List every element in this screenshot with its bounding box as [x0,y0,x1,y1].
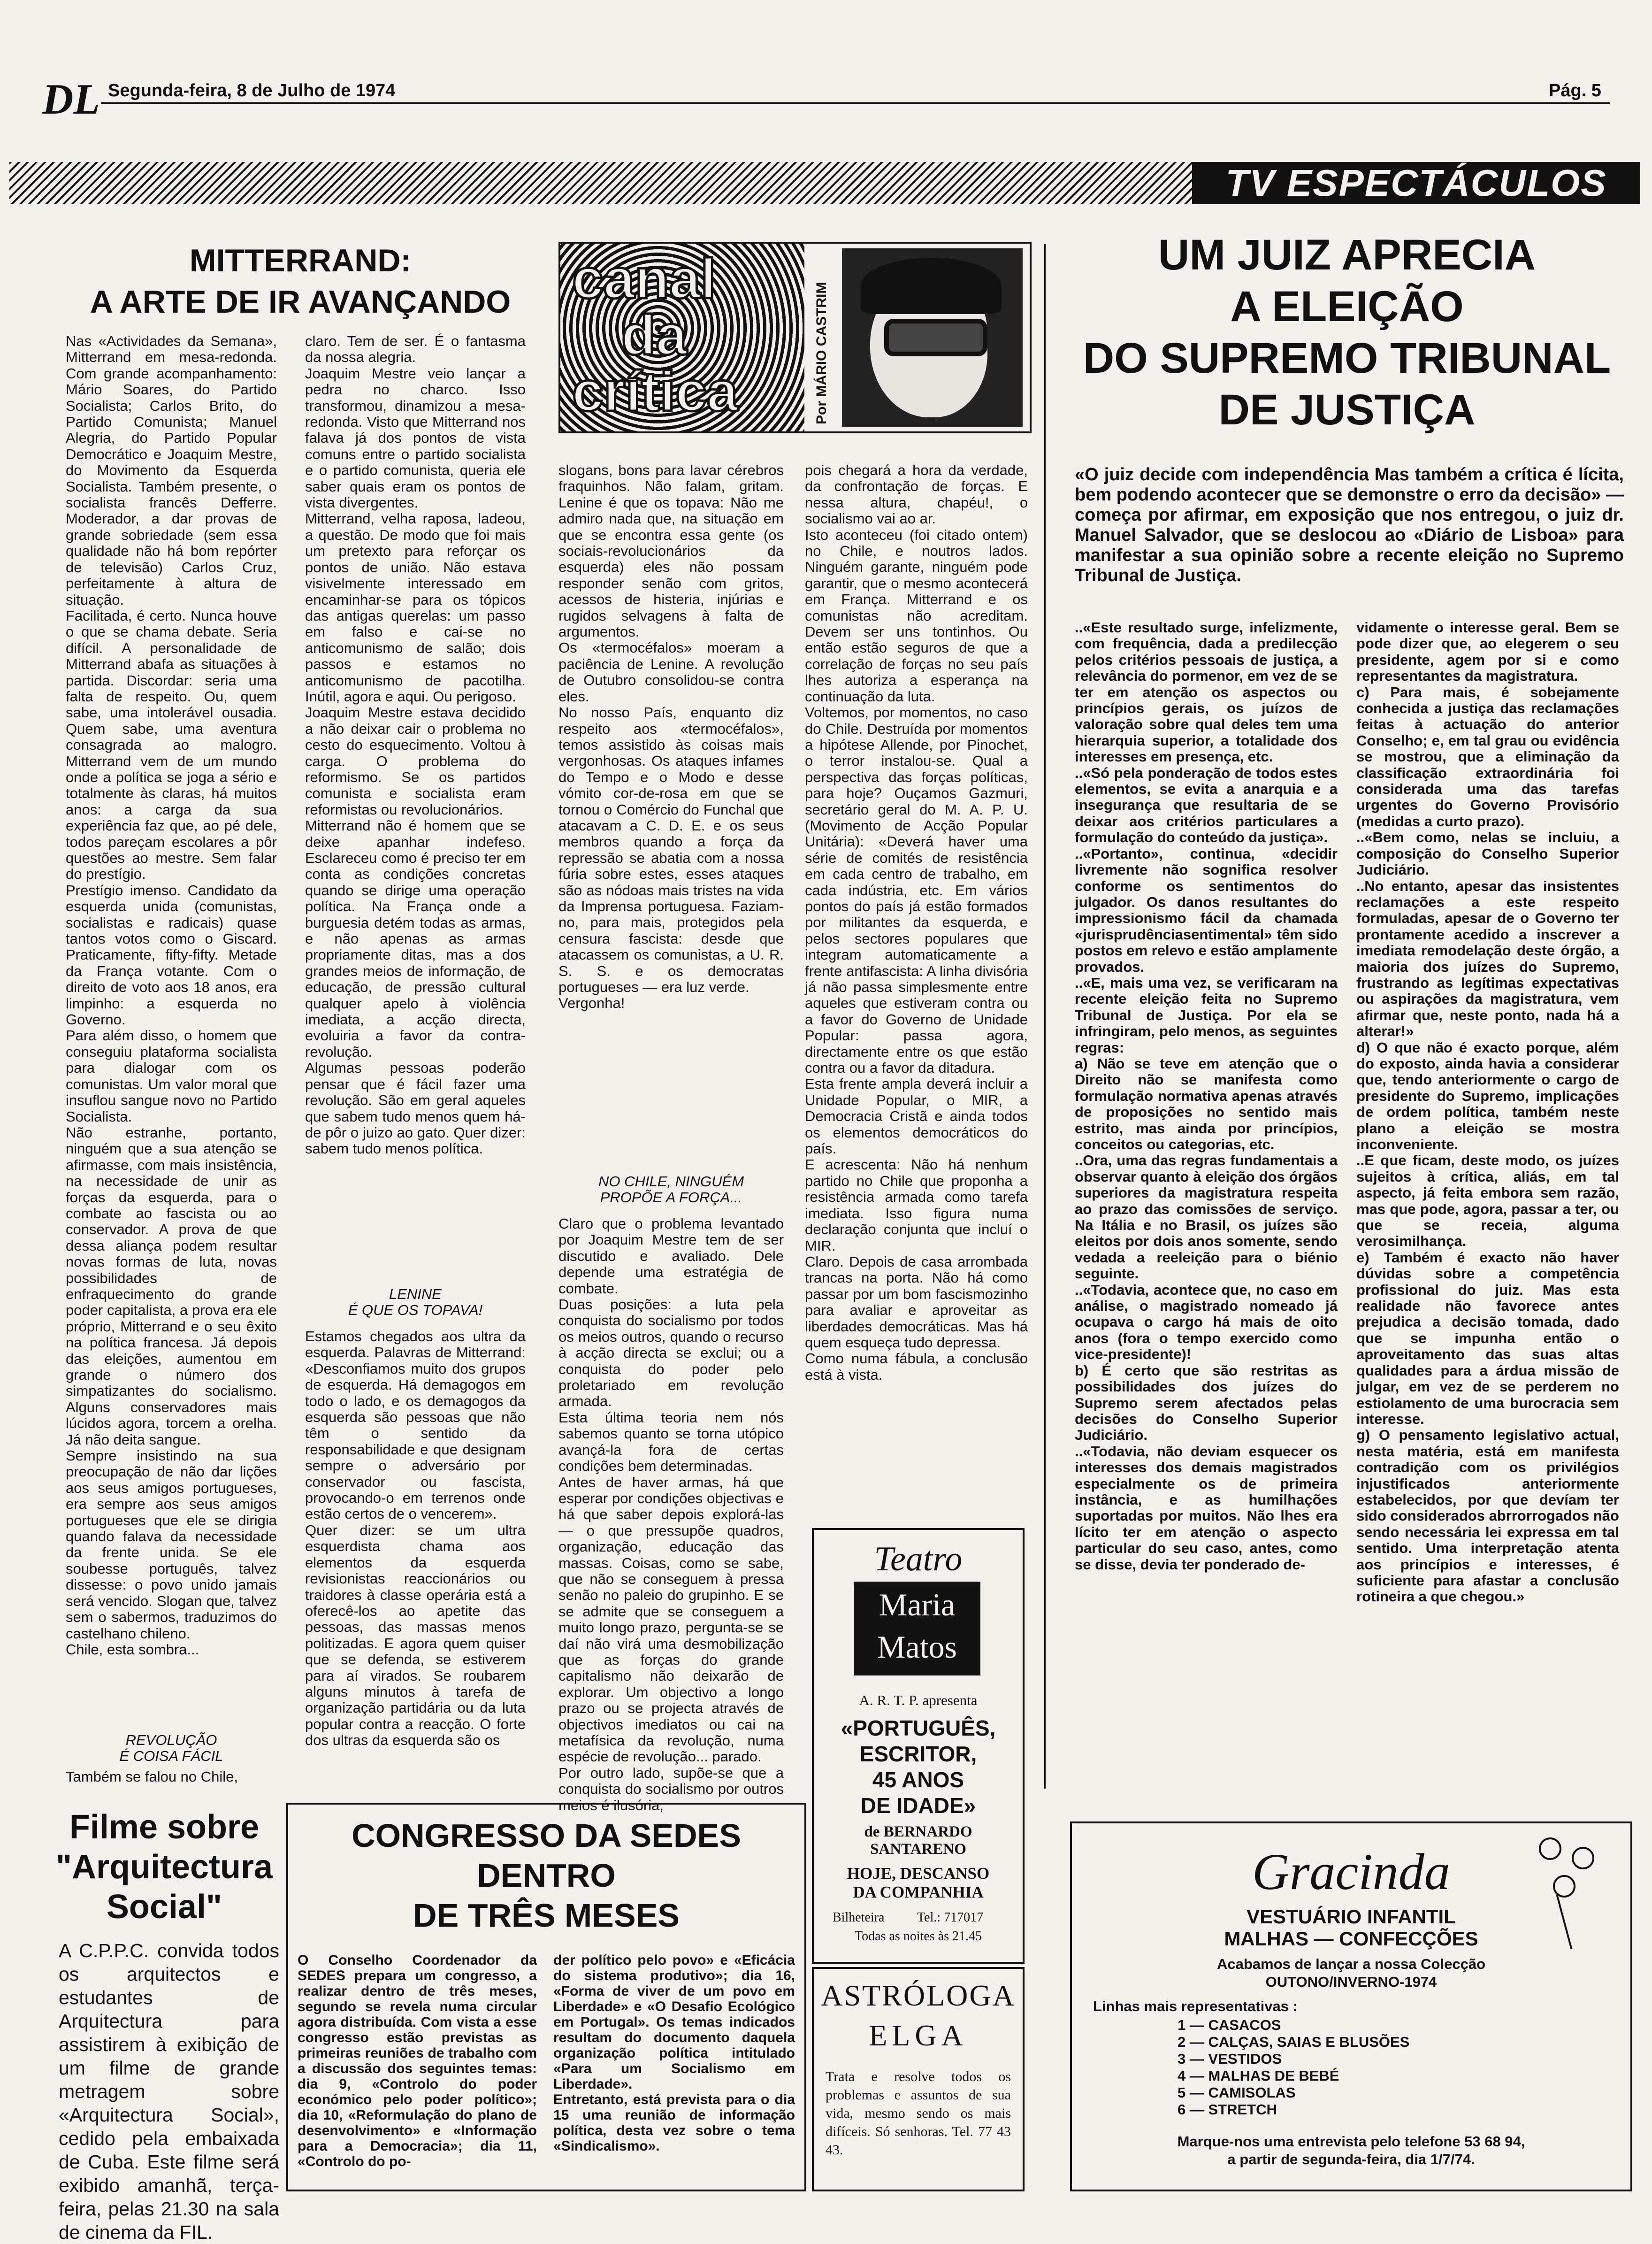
gracinda-brand: Gracinda [1252,1843,1450,1900]
gracinda-list-item: 3 — VESTIDOS [1178,2051,1282,2067]
gracinda-list-item: 5 — CAMISOLAS [1178,2084,1296,2101]
gracinda-ad [1070,1821,1632,2191]
teatro-play-line1: «PORTUGUÊS, [841,1716,996,1740]
filme-box [47,1803,282,2243]
canal-title-line1: canal [572,247,716,310]
juiz-title-line2: A ELEIÇÃO [1230,283,1464,330]
sedes-col1: O Conselho Coordenador da SEDES prepara um congresso, a realizar dentro de três meses, segundo se revela numa circular agora distribuída. Com vista a esse congresso estão previstas as primeiras reuniões de trabalho com a discussão dos seguintes temas: dia 9, «Controlo do poder económico pelo poder político»; dia 10, «Reformulação do plano de desenvolvimento» e «Informação para a Democracia»; dia 11, «Controlo do po- [298,1952,537,2169]
teatro-play-line4: DE IDADE» [860,1793,976,1818]
mitterrand-title-line2: A ARTE DE IR AVANÇANDO [90,284,511,320]
mitterrand-col2-subhead: LENINE É QUE OS TOPAVA! [348,1286,483,1318]
gracinda-footer-line2: a partir de segunda-feira, dia 1/7/74. [1227,2151,1475,2167]
gracinda-list-item: 6 — STRETCH [1178,2101,1277,2118]
juiz-lead: «O juiz decide com independência Mas também a crítica é lícita, bem podendo acontecer que se demonstre o erro da decisão» — começa por afirmar, em exposição que nos entregou, o juiz dr. Manuel Salvador, que se deslocou ao «Diário de Lisboa» para manifestar a sua opinião sobre a recente eleição no Supremo Tribunal de Justiça. [1075,465,1624,585]
section-banner [1192,162,1640,204]
astrologa-title-line2: ELGA [869,2019,968,2052]
newspaper-logo: DL [42,75,100,123]
mitterrand-col3-tail: Claro que o problema levantado por Joaquim Mestre tem de ser discutido e avaliado. Dele depende uma estratégia de combate. Duas posições: a luta pela conquista do socialismo por todos os meios outros, quando o recurso à acção directa se exclui; ou a conquista do poder pelo proletariado em revolução armada. Esta última teoria nem nós sabemos quanto se torna utópico avançá-la fora de certas condições bem determinadas. Antes de haver armas, há que esperar por condições objectivas e há que saber depois explorá-las — o que pressupõe quadros, organização, educação das massas. Coisas, como se sabe, que não se conseguem à pressa senão no paleio do grupinho. E se se admite que se conseguem a muito longo prazo, pergunta-se se daí não virá uma desmobilização que as forças do grande capitalismo não deixarão de explorar. Um objectivo a longo prazo ou se projecta através de objectivos imediatos ou cai na metafísica da revolução, numa espécie de revolução... parado. Por outro lado, supõe-se que a conquista do socialismo por outros meios é ilusória, [558,1215,784,1814]
sedes-title-line1: CONGRESSO DA SEDES [352,1817,741,1854]
teatro-hours: Todas as noites às 21.45 [854,1929,982,1944]
canal-title-line3: crítica [572,360,738,423]
juiz-title-line3: DO SUPREMO TRIBUNAL [1083,334,1611,382]
sedes-title-line2: DENTRO [477,1857,616,1894]
column-rule [1044,244,1046,1789]
filme-body: A C.P.P.C. convida todos os arquitectos e estudantes de Arquitectura para assistirem à exibição de um filme de grande metragem sobre «Arquitectura Social», cedido pela embaixada de Cuba. Este filme será exibido amanhã, terça-feira, pelas 21.30 na sala de cinema da FIL. [59,1940,279,2243]
teatro-play-line2: ESCRITOR, [859,1742,977,1766]
gracinda-list-item: 4 — MALHAS DE BEBÉ [1178,2067,1339,2084]
mitterrand-col1-subhead: REVOLUÇÃO É COISA FÁCIL [119,1732,223,1764]
gracinda-list-item: 1 — CASACOS [1178,2017,1281,2033]
gracinda-list-title: Linhas mais representativas : [1093,1998,1298,2014]
gracinda-line2: MALHAS — CONFECÇÕES [1224,1928,1478,1950]
mitterrand-col3: slogans, bons para lavar cérebros fraquinhos. Não falam, gritam. Lenine é que os topava: Não me admiro nada que, na situação em que se encontra essa gente (os sociais-revolucionários da esquerda) eles não possam responder senão com gritos, acessos de histeria, injúrias e rugidos selvagens à falta de argumentos. Os «termocéfalos» moeram a paciência de Lenine. A revolução de Outubro consolidou-se contra eles. No nosso País, enquanto diz respeito aos «termocéfalos», temos assistido às coisas mais vergonhosas. Os ataques infames do Tempo e o Modo e desse vómito cor-de-rosa em que se tornou o Comércio do Funchal que atacavam a C. D. E. e os seus membros quando a força da repressão se abatia com a nossa fúria sobre estes, esses ataques são as nódoas mais tristes na vida da Imprensa portuguesa. Faziam-no, para mais, protegidos pela censura fascista: desde que atacassem os comunistas, a U. R. S. S. e os democratas portugueses — era luz verde. Vergonha! [558,462,784,1012]
teatro-ad [812,1528,1025,1964]
astrologa-ad [812,1967,1025,2191]
issue-date: Segunda-feira, 8 de Julho de 1974 [108,81,396,100]
gracinda-line1: VESTUÁRIO INFANTIL [1247,1906,1456,1928]
gracinda-intro-line1: Acabamos de lançar a nossa Colecção [1216,1956,1486,1972]
juiz-title-line4: DE JUSTIÇA [1218,386,1476,434]
astrologa-body: Trata e resolve todos os problemas e assuntos de sua vida, mesmo sendo os mais difíceis. Só senhoras. Tel. 77 43 43. [826,2069,1011,2158]
teatro-author-line1: de BERNARDO [864,1823,972,1840]
columnist-portrait [842,248,1023,427]
gracinda-footer-line1: Marque-nos uma entrevista pelo telefone 53 68 94, [1177,2133,1525,2150]
teatro-logo-block [854,1582,980,1675]
sedes-box [286,1803,806,2191]
filme-title-line2: "Arquitectura [55,1848,273,1886]
sedes-col2: der político pelo povo» e «Eficácia do sistema produtivo»; dia 16, «Forma de viver de um povo em Liberdade» e «O Desafio Ecológico em Portugal». Os temas indicados resultam do documento daquela organização política intitulado «Para um Socialismo em Liberdade». Entretanto, está prevista para o dia 15 uma reunião de informação política, desta vez sobre o tema «Sindicalismo». [553,1952,795,2154]
teatro-logo-line3: Matos [877,1629,957,1665]
canal-title-line2: da [621,304,688,367]
gracinda-intro-line2: OUTONO/INVERNO-1974 [1265,1974,1437,1990]
mitterrand-col2-tail: Estamos chegados aos ultra da esquerda. Palavras de Mitterrand: «Desconfiamos muito dos grupos de esquerda. Há demagogos em todo o lado, e os demagogos da esquerda são pessoas que não têm o sentido da responsabilidade e que designam sempre o adversário por conservador ou fascista, provocando-o em terrenos onde estão certos de o vencerem». Quer dizer: se um ultra esquerdista chama aos elementos da esquerda revisionistas reaccionários ou traidores à classe operária está a oferecê-los ao apetite das pessoas, das massas menos politizadas. E agora quem quiser que se defenda, se estiverem para aí virados. Se roubarem alguns minutos à tarefa de organização partidária ou da luta popular contra a reacção. O forte dos ultras da esquerda são os [305,1328,526,1749]
mitterrand-col4: pois chegará a hora da verdade, da confrontação de forças. E nessa altura, chapéu!, o socialismo vai ao ar. Isto aconteceu (foi citado ontem) no Chile, e noutros lados. Ninguém garante, ninguém pode garantir, que o mesmo acontecerá em França. Mitterrand e os comunistas não acreditam. Devem ser uns tontinhos. Ou então estão seguros de que a correlação de forças no seu país lhes autoriza a esperança na continuação da luta. Voltemos, por momentos, no caso do Chile. Destruída por momentos a hipótese Allende, por Pinochet, o terror instalou-se. Qual a perspectiva das forças políticas, para hoje? Ouçamos Gazmuri, secretário geral do M. A. P. U. (Movimento de Acção Popular Unitária): «Deverá haver uma série de comités de resistência em cada centro de trabalho, em cada indústria, etc. Em vários pontos do país já estão formados por militantes da esquerda, e pelos sectores populares que integram automaticamente a frente antifascista: A linha divisória já não passa simplesmente entre aqueles que estiveram contra ou a favor do Governo de Unidade Popular: passa agora, directamente entre os que estão contra ou a favor da ditadura. Esta frente ampla deverá incluir a Unidade Popular, o MIR, a Democracia Cristã e ainda todos os elementos democráticos do país. E acrescenta: Não há nenhum partido no Chile que proponha a resistência armada como tarefa imediata. Isso figura numa declaração conjunta que incluí o MIR. Claro. Depois de casa arrombada trancas na porta. Não há como passar por um bom fascismozinho para avaliar e aproveitar as liberdades democráticas. Mas há quem esqueça tudo depressa. Como numa fábula, a conclusão está à vista. [805,462,1028,1383]
juiz-title-line1: UM JUIZ APRECIA [1158,231,1536,279]
portrait-glasses [884,319,987,356]
teatro-notice-line1: HOJE, DESCANSO [847,1864,990,1883]
teatro-phone: Tel.: 717017 [917,1910,984,1925]
sedes-title-line3: DE TRÊS MESES [413,1897,680,1934]
page-number: Pág. 5 [1549,81,1601,100]
astrologa-title-line1: ASTRÓLOGA [821,1979,1016,2012]
mitterrand-col1: Nas «Actividades da Semana», Mitterrand em mesa-redonda. Com grande acompanhamento: Mário Soares, do Partido Socialista; Carlos Brito, do Partido Comunista; Manuel Alegria, do Partido Popular Democrático e Joaquim Mestre, do Movimento da Esquerda Socialista. Também presente, o socialista francês Defferre. Moderador, a dar provas de grande sobriedade (sem essa qualidade não há bom repórter de televisão) Carlos Cruz, perfeitamente à altura de situação. Facilitada, é certo. Nunca houve o que se chama debate. Seria difícil. A personalidade de Mitterrand abafa as situações à partida. Discordar: seria uma falta de respeito. Ou, quem sabe, uma intolerável ousadia. Quem sabe, uma aventura consagrada ao malogro. Mitterrand vem de um mundo onde a política se joga a sério e totalmente às claras, há muitos anos: a carga da sua experiência faz que, ao pé dele, todos pareçam escolares a pôr questões ao mestre. Sem falar do prestígio. Prestígio imenso. Candidato da esquerda unida (comunistas, socialistas e radicais) quase tantos votos como o Giscard. Praticamente, fifty-fifty. Metade da França votante. Com o direito de voto aos 18 anos, era limpinho: a esquerda no Governo. Para além disso, o homem que conseguiu plataforma socialista para dialogar com os comunistas. Um valor moral que insuflou sangue novo no Partido Socialista. Não estranhe, portanto, ninguém que a sua atenção se afirmasse, com mais insistência, na necessidade de unir as forças da esquerda, para o combate ao fascista ou ao conservador. A prova de que dessa aliança podem resultar novas formas de luta, novas possibilidades de enfraquecimento do grande poder capitalista, a prova era ele próprio, Mitterrand e o seu êxito na política francesa. Já depois das eleições, aumentou em grande o número dos simpatizantes do socialismo. Alguns conservadores mais lúcidos agora, torcem a orelha. Já não deita sangue. Sempre insistindo na sua preocupação de não dar lições aos seus amigos portugueses, era sempre aos seus amigos portugueses que ele se dirigia quando falava da necessidade da frente unida. Se ele soubesse português, talvez dissesse: o povo unido jamais será vencido. Slogan que, talvez sem o sabermos, traduzimos do castelhano chileno. Chile, esta sombra... [66,333,277,1658]
canal-critica-box [558,242,1032,433]
mitterrand-title-line1: MITTERRAND: [189,243,412,278]
juiz-col1: ..«Este resultado surge, infelizmente, com frequência, dada a predilecção pelos critérios pessoais de justiça, a relevância do pormenor, em vez de se ter em atenção os aspectos ou princípios gerais, os juízos de valoração sobre qual deles tem uma hierarquia superior, a totalidade dos interesses em presença, etc. ..«Só pela ponderação de todos estes elementos, se evita a anarquia e a insegurança que resultaria de se deixar aos critérios particulares a formulação do conteúdo da justiça». ..«Portanto», continua, «decidir livremente não sognifica resolver conforme os sentimentos do julgador. Os danos resultantes do impressionismo fácil da chamada «jurisprudênciasentimental» têm sido postos em relevo e estão amplamente provados. ..«E, mais uma vez, se verificaram na recente eleição feita no Supremo Tribunal de Justiça. Por ela se infringiram, pelo menos, as seguintes regras: a) Não se teve em atenção que o Direito não se manifesta como formulação normativa apenas através de proposições no sentido mais estrito, mas ainda por princípios, conceitos ou categorias, etc. ..Ora, uma das regras fundamentais a observar quanto à eleição dos órgãos superiores da magistratura respeita ao prazo das comissões de serviço. Na Itália e no Brasil, os juízes são eleitos por dois anos somente, sendo vedada a reeleição para o biénio seguinte. ..«Todavia, acontece que, no caso em análise, o magistrado nomeado já ocupava o cargo há mais de oito anos (fora o tempo exercido como vice-presidente)! b) É certo que são restritas as possibilidades dos juízes do Supremo serem afectados pelas decisões do Conselho Superior Judiciário. ..«Todavia, não deviam esquecer os interesses dos demais magistrados especialmente os de primeira instância, e as humilhações suportadas por muitos. Não lhes era lícito ter em atenção o aspecto particular do seu caso, antes, como se disse, devia ter ponderado de- [1075,619,1338,1573]
teatro-logo-line2: Maria [879,1587,956,1622]
mitterrand-col2: claro. Tem de ser. É o fantasma da nossa alegria. Joaquim Mestre veio lançar a pedra no charco. Isso transformou, dinamizou a mesa-redonda. Visto que Mitterrand nos falava já dos pontos de vista comuns entre o partido socialista e o partido comunista, queria ele saber quais eram os pontos de vista divergentes. Mitterrand, velha raposa, ladeou, a questão. De modo que foi mais um pretexto para reforçar os pontos de união. Não estava visivelmente interessado em encaminhar-se para os tópicos das antigas querelas: um passo em falso e cai-se no anticomunismo de salão; dois passos e estamos no anticomunismo de pacotilha. Inútil, agora e aqui. Ou perigoso. Joaquim Mestre estava decidido a não deixar cair o problema no cesto do esquecimento. Voltou à carga. O problema do reformismo. Se os partidos comunista e socialista eram reformistas ou revolucionários. Mitterrand não é homem que se deixe apanhar indefeso. Esclareceu como é preciso ter em conta as condições concretas quando se dirige uma operação política. Na França onde a burguesia detém todas as armas, e não apenas as armas propriamente ditas, mas a dos grandes meios de informação, de educação, de pressão cultural qualquer apelo à violência imediata, a acção directa, evoluiria a favor da contra-revolução. Algumas pessoas poderão pensar que é fácil fazer uma revolução. São em geral aqueles que sabem tudo menos quem há-de pôr o juizo ao gato. Quer dizer: sabem tudo menos política. [305,333,526,1157]
section-banner-hatch [9,162,1192,204]
teatro-logo-line1: Teatro [874,1540,963,1578]
teatro-presenter: A. R. T. P. apresenta [859,1692,978,1708]
mitterrand-col1-tail: Também se falou no Chile, [66,1768,238,1785]
teatro-play-line3: 45 ANOS [872,1768,964,1792]
teatro-notice-line2: DA COMPANHIA [853,1883,984,1901]
section-banner-title: TV ESPECTÁCULOS [1225,162,1607,204]
filme-title-line1: Filme sobre [69,1808,260,1846]
teatro-author-line2: SANTARENO [870,1841,966,1858]
portrait-hair [861,258,1002,314]
gracinda-list [1178,2017,1409,2118]
masthead-rule [101,102,1610,104]
juiz-col2: vidamente o interesse geral. Bem se pode dizer que, ao elegerem o seu presidente, agem por si e como representantes da magistratura. c) Para mais, é sobejamente conhecida a justiça das reclamações feitas à actuação do anterior Conselho; e, em tal grau ou evidência se mostrou, que a eliminação da classificação extraordinária foi considerada uma das tarefas urgentes do Governo Provisório (medidas a curto prazo). ..«Bem como, nelas se incluiu, a composição do Conselho Superior Judiciário. ..No entanto, apesar das insistentes reclamações a este respeito formuladas, apesar de o Governo ter prontamente acedido a inscrever a imediata remodelação deste órgão, a maioria dos juízes do Supremo, frustrando as legítimas expectativas ou aspirações da magistratura, vem afirmar que, neste ponto, nada há a alterar!» d) O que não é exacto porque, além do exposto, ainda havia a considerar que, tendo anteriormente o cargo de presidente do Supremo, implicações de ordem política, também neste plano a eleição se mostra inconveniente. ..E que ficam, deste modo, os juízes sujeitos à crítica, aliás, em tal aspecto, já feita embora sem razão, mas que pode, agora, passar a ter, ou que se receia, alguma verosimilhança. e) Também é exacto não haver dúvidas sobre a competência profissional do juiz. Mas esta realidade não favorece antes prejudica a decisão tomada, dado que se impunha então o aproveitamento das suas altas qualidades para a árdua missão de julgar, em vez de se perderem no estiolamento de uma burocracia sem interesse. g) O pensamento legislativo actual, nesta matéria, está em manifesta contradição com os privilégios injustificados anteriormente estabelecidos, por que devíam ter sido considerados abrrorrogados não sendo necessária lei expressa em tal sentido. Uma interpretação atenta aos princípios e interesses, é suficiente para afastar a conclusão rotineira a que chegou.» [1356,619,1619,1605]
filme-title-line3: Social" [106,1888,222,1926]
canal-byline: Por MÁRIO CASTRIM [814,282,829,424]
gracinda-list-item: 2 — CALÇAS, SAIAS E BLUSÕES [1178,2034,1410,2050]
teatro-box-office: Bilheteira [833,1910,885,1925]
mitterrand-col3-subhead: NO CHILE, NINGUÉM PROPÕE A FORÇA... [598,1173,744,1206]
